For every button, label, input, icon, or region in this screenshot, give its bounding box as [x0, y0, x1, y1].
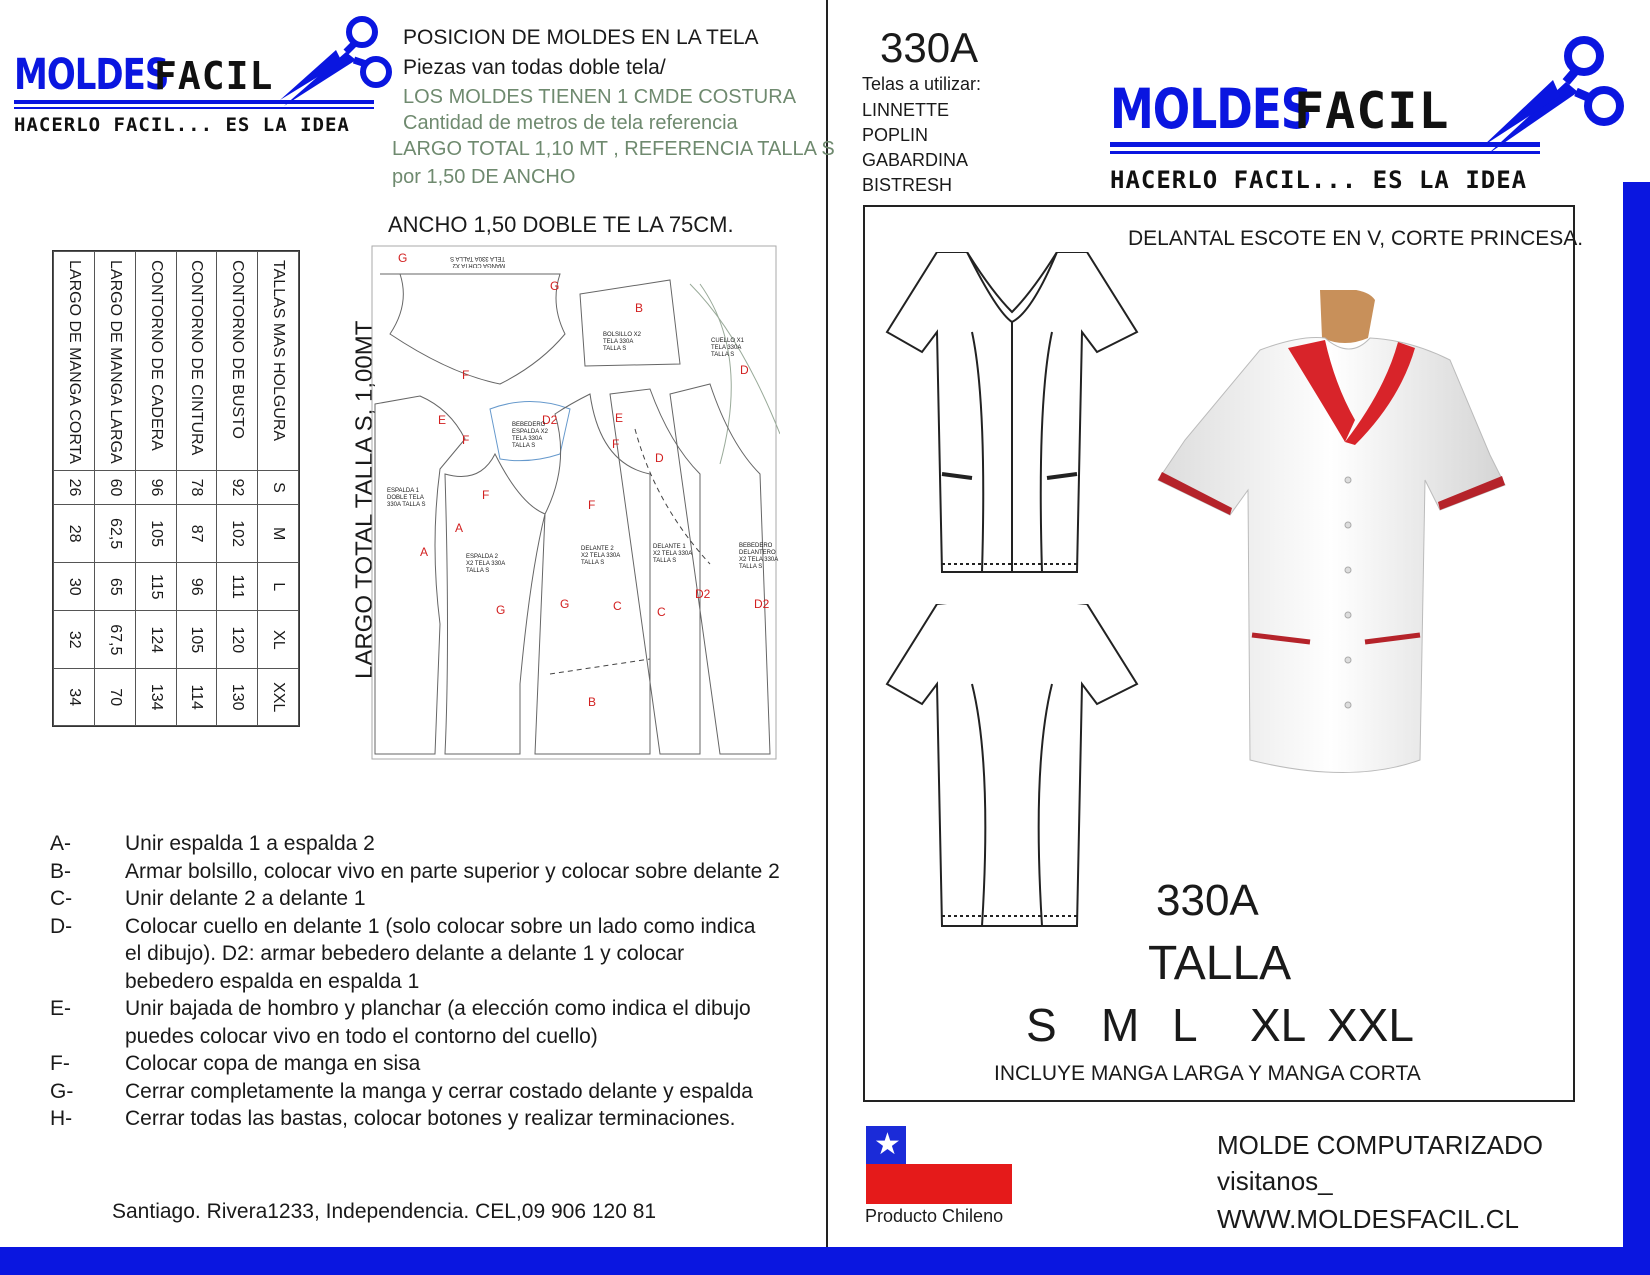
cell: 130 — [217, 669, 258, 726]
cell: 124 — [135, 611, 176, 669]
header-line-6: por 1,50 DE ANCHO — [392, 166, 576, 188]
cell: 96 — [176, 563, 217, 611]
cell: M — [258, 505, 299, 563]
cell: 62,5 — [94, 505, 135, 563]
fabric-item: LINNETTE — [862, 100, 950, 120]
star-icon: ★ — [874, 1128, 901, 1161]
piece-letter: G — [398, 251, 408, 265]
instruction-key: C- — [50, 887, 73, 910]
cell: L — [258, 563, 299, 611]
piece-letter: D2 — [542, 413, 558, 427]
garment-photo — [1140, 290, 1560, 810]
cell: 111 — [217, 563, 258, 611]
list-item — [50, 913, 845, 996]
talla-label: TALLA — [1148, 937, 1292, 990]
cell: XL — [258, 611, 299, 669]
label-manga: MANGA CORTA X2 TELA 330A TALLA S — [450, 255, 505, 268]
list-item — [50, 885, 845, 913]
instruction-key: B- — [50, 859, 71, 883]
instruction-key: F- — [50, 1052, 70, 1075]
cell: 115 — [135, 563, 176, 611]
row-label: CONTORNO DE CINTURA — [176, 252, 217, 471]
fabric-item: GABARDINA — [862, 150, 969, 170]
cell: 92 — [217, 471, 258, 505]
header-line-5: LARGO TOTAL 1,10 MT , REFERENCIA TALLA S — [392, 138, 835, 160]
piece-letter: F — [462, 433, 470, 447]
piece-letter: D — [740, 363, 749, 377]
ancho-label: ANCHO 1,50 DOBLE TE LA 75CM. — [388, 212, 734, 237]
piece-letter: F — [612, 437, 620, 451]
instruction-text: Colocar cuello en delante 1 (solo colocar sobre un lado como indica el dibujo). D2: armar bebedero delante a delante 1 y colocar bebedero espalda en espalda 1 — [125, 914, 756, 993]
label-espalda1: ESPALDA 1 DOBLE TELA 330A TALLA S — [387, 488, 426, 508]
size-option: XL — [1250, 999, 1307, 1051]
cell: 102 — [217, 505, 258, 563]
instruction-key: H- — [50, 1107, 73, 1130]
website-link[interactable]: WWW.MOLDESFACIL.CL — [1217, 1204, 1519, 1234]
includes-note: INCLUYE MANGA LARGA Y MANGA CORTA — [994, 1062, 1421, 1085]
logo-tagline: HACERLO FACIL... ES LA IDEA — [14, 114, 350, 136]
cell: 28 — [54, 505, 95, 563]
flag-caption: Producto Chileno — [865, 1206, 1004, 1226]
size-list — [1022, 998, 1442, 1054]
piece-letter: B — [635, 301, 644, 315]
size-option: L — [1172, 999, 1198, 1051]
label-bebedero-delantero: BEBEDERO DELANTERO X2 TELA 330A TALLA S — [739, 543, 778, 570]
header-line-3: LOS MOLDES TIENEN 1 CMDE COSTURA — [403, 86, 797, 108]
piece-letter: E — [615, 411, 624, 425]
address: Santiago. Rivera1233, Independencia. CEL,09 906 120 81 — [112, 1200, 657, 1223]
left-logo — [14, 10, 394, 140]
scissors-icon — [276, 12, 396, 112]
row-label: CONTORNO DE BUSTO — [217, 252, 258, 471]
list-item — [50, 1078, 845, 1106]
cell: XXL — [258, 669, 299, 726]
instruction-text: Cerrar completamente la manga y cerrar costado delante y espalda — [125, 1079, 753, 1103]
piece-letter: F — [588, 498, 596, 512]
logo-rule-thin — [1110, 151, 1540, 154]
row-label: CONTORNO DE CADERA — [135, 252, 176, 471]
instruction-text: Unir bajada de hombro y planchar (a elección como indica el dibujo puedes colocar vivo en todo el contorno del cuello) — [125, 997, 751, 1048]
label-bolsillo: BOLSILLO X2 TELA 330A TALLA S — [603, 332, 642, 352]
piece-letter: D2 — [754, 597, 770, 611]
size-option: XXL — [1327, 999, 1414, 1051]
cell: 105 — [176, 611, 217, 669]
piece-letter: D2 — [695, 587, 711, 601]
cell: 105 — [135, 505, 176, 563]
list-item — [50, 830, 845, 858]
cell: 87 — [176, 505, 217, 563]
piece-letter: B — [588, 695, 597, 709]
instructions — [50, 830, 845, 1133]
piece-letter: G — [496, 603, 506, 617]
cell: 134 — [135, 669, 176, 726]
cell: 120 — [217, 611, 258, 669]
table-row — [258, 252, 299, 726]
label-bebedero-espalda: BEBEDERO ESPALDA X2 TELA 330A TALLA S — [512, 422, 548, 449]
list-item — [50, 1105, 845, 1133]
pattern-code: 330A — [880, 24, 979, 71]
logo-rule — [1110, 142, 1540, 147]
instruction-key: E- — [50, 997, 71, 1020]
logo-moldes-text: MOLDES — [14, 50, 169, 100]
right-logo — [1110, 30, 1630, 200]
cell: 32 — [54, 611, 95, 669]
footer-line: MOLDE COMPUTARIZADO — [1217, 1130, 1543, 1160]
largo-label: LARGO TOTAL TALLA S, 1,00MT — [351, 320, 378, 679]
instruction-text: Colocar copa de manga en sisa — [125, 1052, 421, 1075]
cell: 114 — [176, 669, 217, 726]
cell: 96 — [135, 471, 176, 505]
instruction-text: Cerrar todas las bastas, colocar botones y realizar terminaciones. — [125, 1107, 736, 1130]
row-label: LARGO DE MANGA LARGA — [94, 252, 135, 471]
header-line-1: POSICION DE MOLDES EN LA TELA — [403, 26, 759, 49]
header-line-4: Cantidad de metros de tela referencia — [403, 112, 738, 134]
header-line-2: Piezas van todas doble tela/ — [403, 56, 666, 79]
fabric-item: POPLIN — [862, 125, 929, 145]
cell: 26 — [54, 471, 95, 505]
label-delante2: DELANTE 2 X2 TELA 330A TALLA S — [581, 546, 620, 566]
instruction-key: A- — [50, 832, 71, 855]
garment-description: DELANTAL ESCOTE EN V, CORTE PRINCESA. — [1128, 227, 1584, 250]
cell: 34 — [54, 669, 95, 726]
logo-facil-text: FACIL — [1294, 82, 1450, 140]
size-option: M — [1101, 999, 1140, 1051]
cell: 30 — [54, 563, 95, 611]
instruction-text: Armar bolsillo, colocar vivo en parte superior y colocar sobre delante 2 — [125, 859, 780, 883]
piece-letter: C — [613, 599, 622, 613]
piece-letter: F — [482, 488, 490, 502]
cell: 78 — [176, 471, 217, 505]
fabrics-title: Telas a utilizar: — [862, 74, 982, 94]
piece-letter: E — [438, 413, 447, 427]
scissors-icon — [1478, 30, 1628, 160]
table-row — [54, 252, 95, 726]
flag-white — [906, 1126, 1012, 1164]
instruction-key: D- — [50, 914, 73, 938]
piece-letter: A — [420, 545, 429, 559]
instruction-key: G- — [50, 1079, 74, 1103]
instruction-text: Unir delante 2 a delante 1 — [125, 887, 366, 910]
table-row — [94, 252, 135, 726]
table-row — [135, 252, 176, 726]
right-edge-bar — [1623, 182, 1650, 1252]
row-label: LARGO DE MANGA CORTA — [54, 252, 95, 471]
cell: 65 — [94, 563, 135, 611]
cell: 67,5 — [94, 611, 135, 669]
list-item — [50, 1050, 845, 1078]
piece-letter: A — [455, 521, 464, 535]
piece-letter: F — [462, 368, 470, 382]
front-sketch — [882, 252, 1142, 582]
piece-letter: G — [560, 597, 570, 611]
logo-tagline: HACERLO FACIL... ES LA IDEA — [1110, 166, 1528, 194]
table-row — [217, 252, 258, 726]
cell: 60 — [94, 471, 135, 505]
size-option: S — [1026, 999, 1057, 1051]
bottom-bar — [0, 1247, 1650, 1275]
cell: S — [258, 471, 299, 505]
label-delante1: DELANTE 1 X2 TELA 330A TALLA S — [653, 544, 692, 564]
list-item — [50, 995, 845, 1050]
piece-letter: C — [657, 605, 666, 619]
list-item — [50, 858, 845, 886]
sheet-code: 330A — [1156, 876, 1259, 925]
size-table — [52, 250, 300, 727]
pattern-letters — [398, 251, 770, 709]
fabric-item: BISTRESH — [862, 175, 953, 195]
table-row — [176, 252, 217, 726]
row-label: TALLAS MAS HOLGURA — [258, 252, 299, 471]
pattern-layout — [370, 244, 780, 764]
size-table-grid — [53, 251, 299, 726]
logo-moldes-text: MOLDES — [1110, 78, 1312, 142]
back-sketch — [882, 604, 1142, 934]
label-cuello: CUELLO X1 TELA 330A TALLA S — [711, 338, 745, 358]
footer-line: visitanos_ — [1217, 1166, 1333, 1196]
logo-facil-text: FACIL — [154, 54, 274, 98]
flag-red — [866, 1164, 1012, 1204]
piece-letter: G — [550, 279, 560, 293]
piece-letter: D — [655, 451, 664, 465]
instruction-text: Unir espalda 1 a espalda 2 — [125, 832, 375, 855]
cell: 70 — [94, 669, 135, 726]
label-espalda2: ESPALDA 2 X2 TELA 330A TALLA S — [466, 554, 505, 574]
